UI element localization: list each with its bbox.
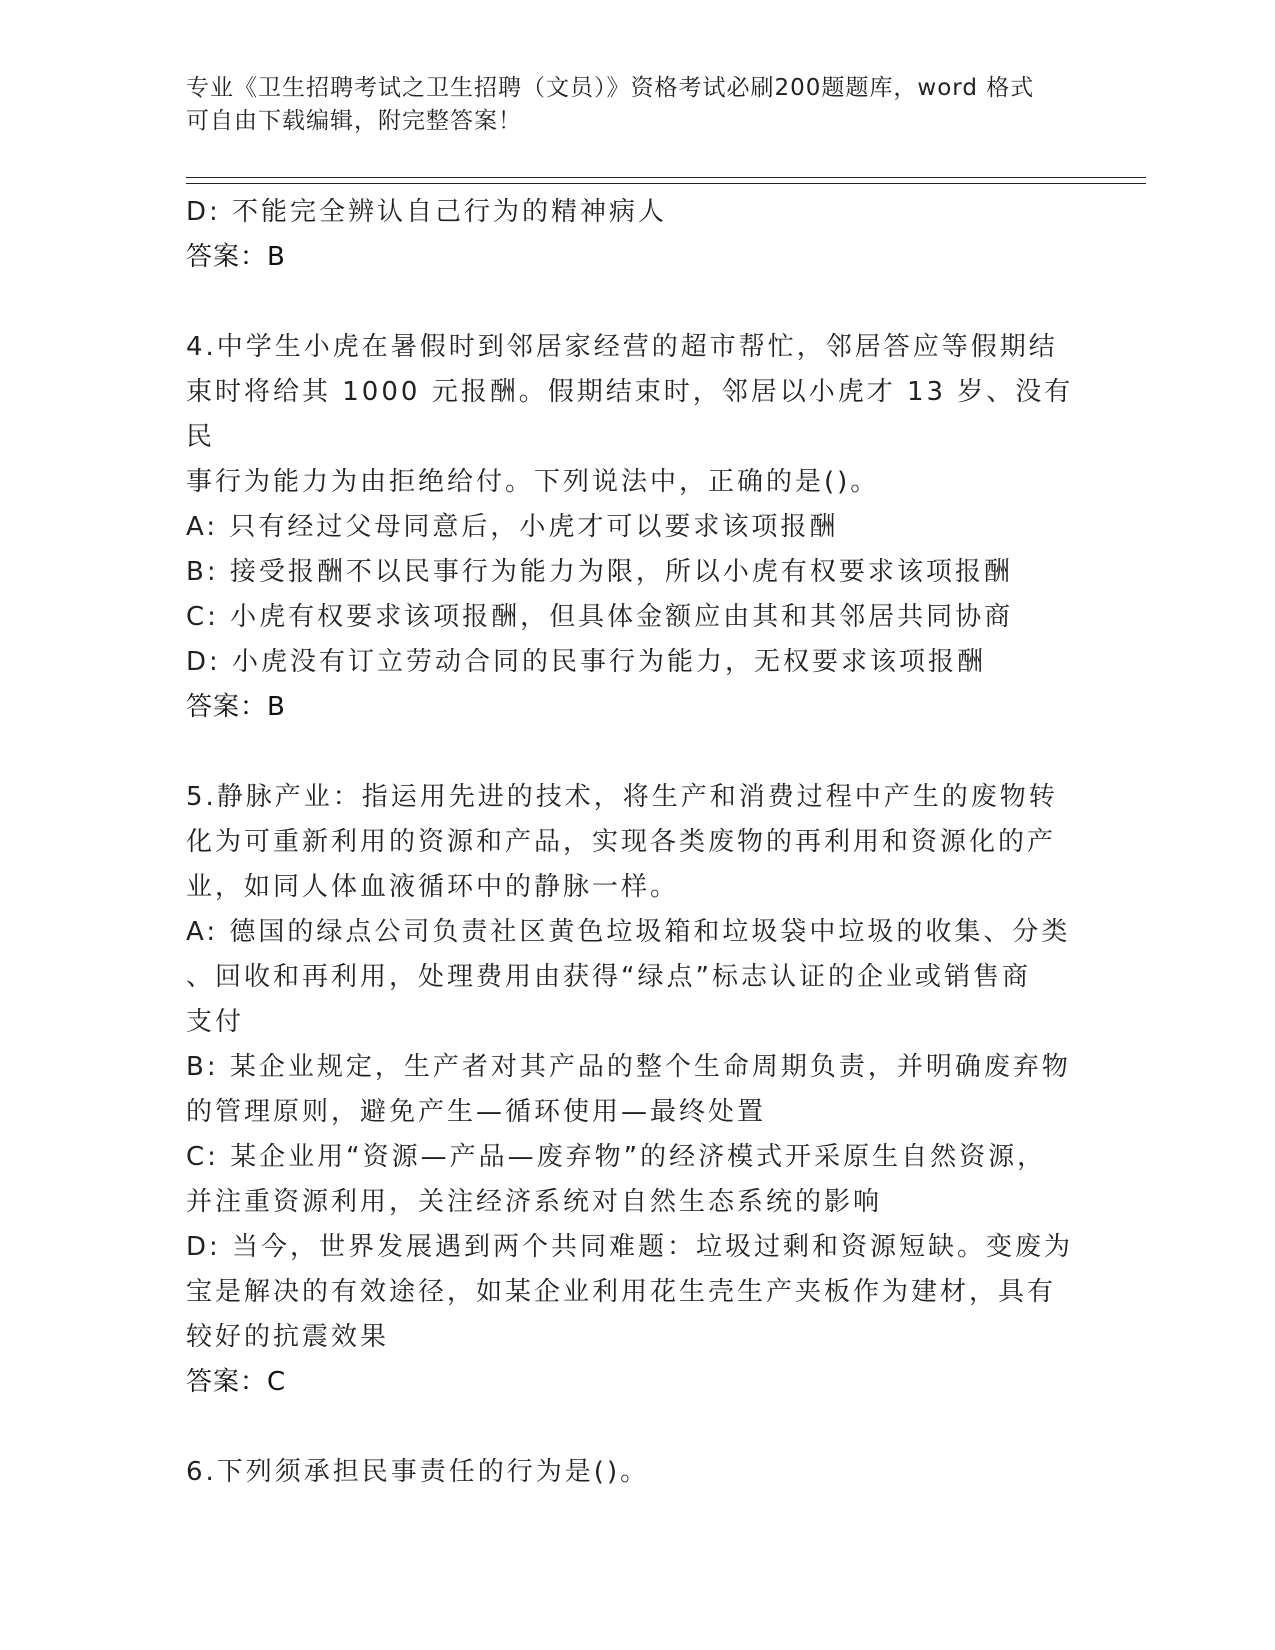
header-line-2: 可自由下载编辑，附完整答案！ bbox=[186, 108, 522, 134]
q5-option-b: B: 某企业规定，生产者对其产品的整个生命周期负责，并明确废弃物 bbox=[186, 1052, 1071, 1082]
q5-option-d: D: 当今，世界发展遇到两个共同难题：垃圾过剩和资源短缺。变废为 bbox=[186, 1232, 1074, 1262]
document-header bbox=[186, 72, 1086, 138]
q5-option-c: 并注重资源利用，关注经济系统对自然生态系统的影响 bbox=[186, 1187, 883, 1217]
q5-option-a: 、回收和再利用，处理费用由获得“绿点”标志认证的企业或销售商 bbox=[186, 962, 1031, 992]
spacer bbox=[186, 730, 1076, 775]
q4-option-d: D: 小虎没有订立劳动合同的民事行为能力，无权要求该项报酬 bbox=[186, 647, 987, 677]
q4-stem-line: 事行为能力为由拒绝给付。下列说法中，正确的是()。 bbox=[186, 467, 880, 497]
q4-option-c: C: 小虎有权要求该项报酬，但具体金额应由其和其邻居共同协商 bbox=[186, 602, 1014, 632]
prev-option-d: D: 不能完全辨认自己行为的精神病人 bbox=[186, 197, 668, 227]
q5-stem-line: 5.静脉产业：指运用先进的技术，将生产和消费过程中产生的废物转 bbox=[186, 782, 1058, 812]
header-line-1: 专业《卫生招聘考试之卫生招聘（文员）》资格考试必刷200题题库，word 格式 bbox=[186, 75, 1035, 101]
q4-stem-line: 束时将给其 1000 元报酬。假期结束时，邻居以小虎才 13 岁、没有民 bbox=[186, 377, 1074, 452]
q5-option-d: 宝是解决的有效途径，如某企业利用花生壳生产夹板作为建材，具有 bbox=[186, 1277, 1057, 1307]
q4-option-a: A: 只有经过父母同意后，小虎才可以要求该项报酬 bbox=[186, 512, 839, 542]
q6-stem-line: 6.下列须承担民事责任的行为是()。 bbox=[186, 1457, 650, 1487]
q5-option-b: 的管理原则，避免产生—循环使用—最终处置 bbox=[186, 1097, 767, 1127]
question-5 bbox=[186, 775, 1076, 1405]
q5-stem-line: 化为可重新利用的资源和产品，实现各类废物的再利用和资源化的产 bbox=[186, 827, 1057, 857]
question-4 bbox=[186, 325, 1076, 730]
q5-option-a: 支付 bbox=[186, 1007, 245, 1037]
q5-option-c: C: 某企业用“资源—产品—废弃物”的经济模式开采原生自然资源， bbox=[186, 1142, 1047, 1172]
q4-stem-line: 4.中学生小虎在暑假时到邻居家经营的超市帮忙，邻居答应等假期结 bbox=[186, 332, 1058, 362]
document-body bbox=[186, 190, 1076, 1495]
q4-answer: 答案：B bbox=[186, 692, 286, 722]
header-divider-bottom bbox=[186, 183, 1146, 184]
q5-answer: 答案：C bbox=[186, 1367, 287, 1397]
prev-answer: 答案：B bbox=[186, 242, 286, 272]
spacer bbox=[186, 1405, 1076, 1450]
header-divider-top bbox=[186, 177, 1146, 178]
q5-stem-line: 业，如同人体血液循环中的静脉一样。 bbox=[186, 872, 680, 902]
question-6 bbox=[186, 1450, 1076, 1495]
spacer bbox=[186, 280, 1076, 325]
q5-option-a: A: 德国的绿点公司负责社区黄色垃圾箱和垃圾袋中垃圾的收集、分类 bbox=[186, 917, 1071, 947]
q4-option-b: B: 接受报酬不以民事行为能力为限，所以小虎有权要求该项报酬 bbox=[186, 557, 1013, 587]
q5-option-d: 较好的抗震效果 bbox=[186, 1322, 390, 1352]
